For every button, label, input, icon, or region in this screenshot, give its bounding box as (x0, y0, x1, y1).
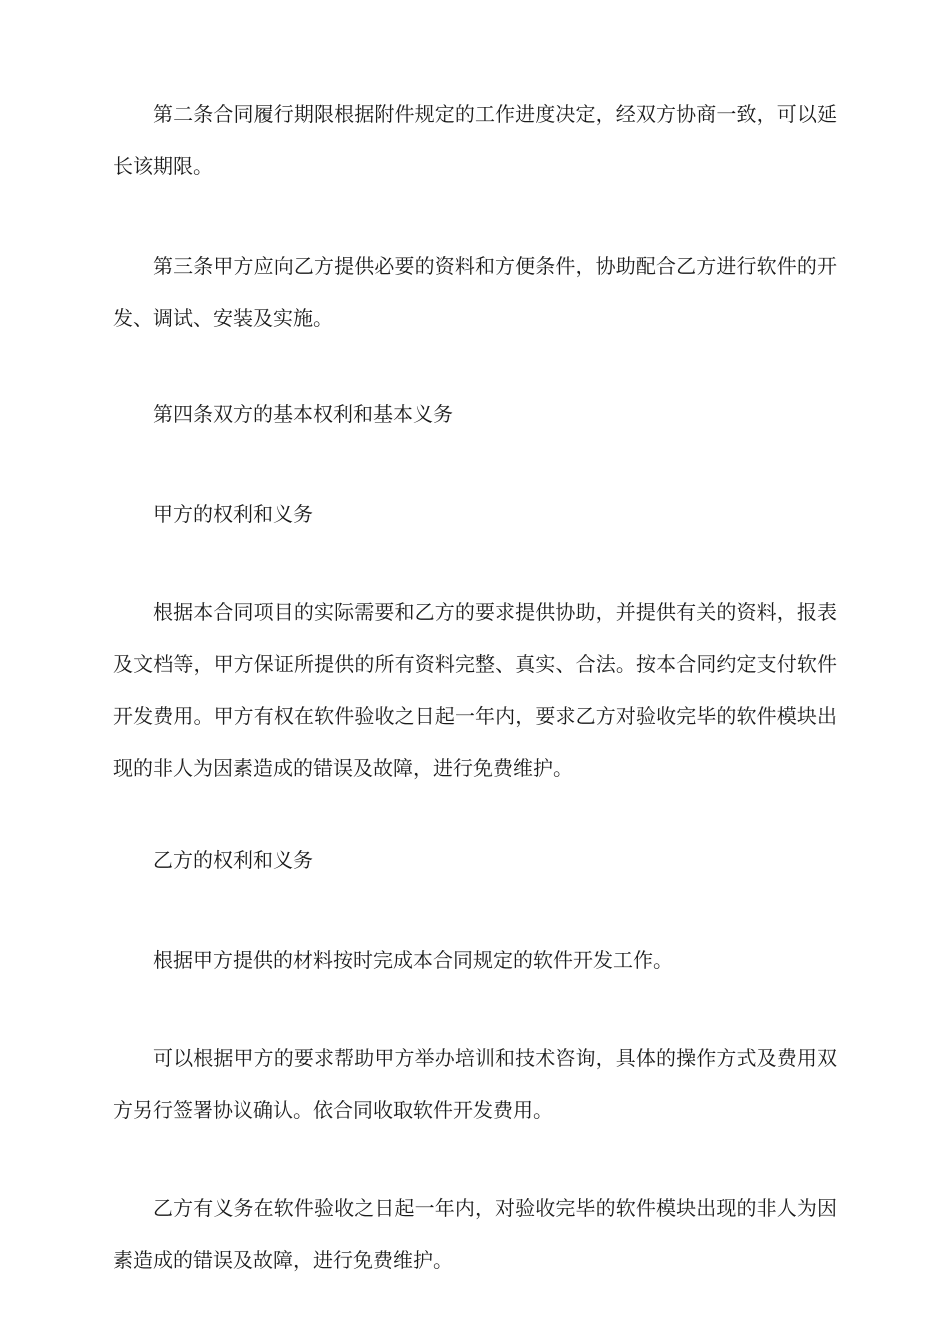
party-a-heading: 甲方的权利和义务 (153, 502, 313, 526)
party-b-duty-paragraph-3: 乙方有义务在软件验收之日起一年内，对验收完毕的软件模块出现的非人为因素造成的错误及故障，进行免费维护。 (113, 1196, 837, 1272)
article-3-paragraph: 第三条甲方应向乙方提供必要的资料和方便条件，协助配合乙方进行软件的开发、调试、安装及实施。 (113, 254, 837, 330)
party-b-heading: 乙方的权利和义务 (153, 848, 313, 872)
party-b-duty-paragraph-1: 根据甲方提供的材料按时完成本合同规定的软件开发工作。 (153, 948, 673, 972)
party-b-duty-paragraph-2: 可以根据甲方的要求帮助甲方举办培训和技术咨询，具体的操作方式及费用双方另行签署协议确认。依合同收取软件开发费用。 (113, 1046, 837, 1122)
article-2-paragraph: 第二条合同履行期限根据附件规定的工作进度决定，经双方协商一致，可以延长该期限。 (113, 102, 837, 178)
party-a-rights-paragraph: 根据本合同项目的实际需要和乙方的要求提供协助，并提供有关的资料，报表及文档等，甲方保证所提供的所有资料完整、真实、合法。按本合同约定支付软件开发费用。甲方有权在软件验收之日起一年内，要求乙方对验收完毕的软件模块出现的非人为因素造成的错误及故障，进行免费维护。 (113, 600, 837, 780)
article-4-heading: 第四条双方的基本权利和基本义务 (153, 402, 453, 426)
